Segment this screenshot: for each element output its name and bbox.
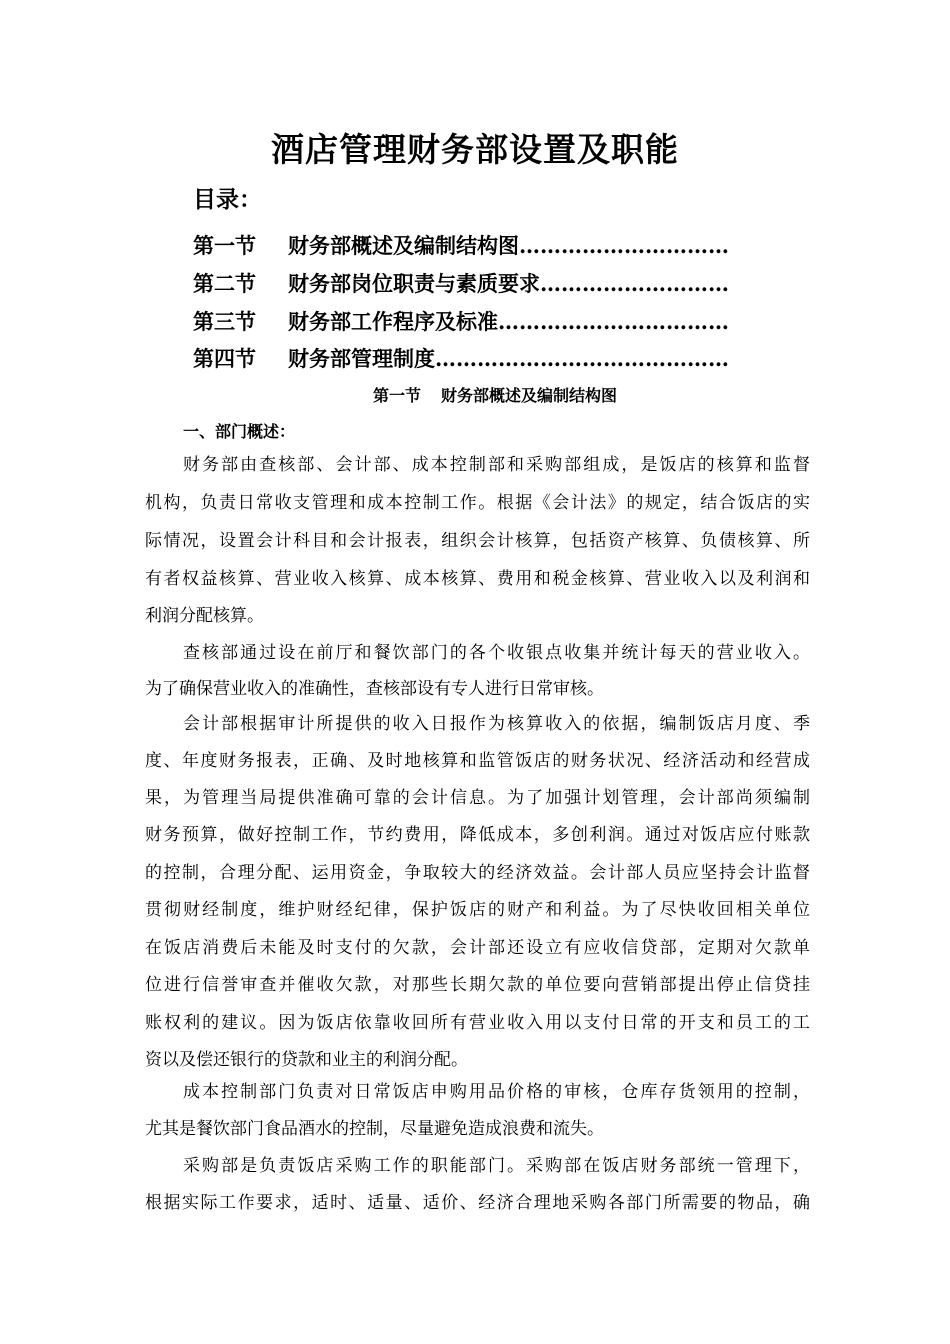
section-number: 第一节: [372, 386, 421, 405]
body-line: 机构，负责日常收支管理和成本控制工作。根据《会计法》的规定，结合饭店的实: [145, 493, 810, 513]
toc-item-4[interactable]: [193, 341, 793, 377]
toc-heading: 目录：: [193, 186, 262, 213]
toc-item-number: 第二节: [193, 271, 256, 296]
body-line: 采购部是负责饭店采购工作的职能部门。采购部在饭店财务部统一管理下，: [183, 1156, 810, 1176]
body-line: 账权利的建议。因为饭店依靠收回所有营业收入用以支付日常的开支和员工的工: [145, 1013, 810, 1033]
body-line: 度、年度财务报表，正确、及时地核算和监管饭店的财务状况、经济活动和经营成: [145, 751, 810, 771]
body-line: 贯彻财经制度，维护财经纪律，保护饭店的财产和利益。为了尽快收回相关单位: [145, 900, 810, 920]
body-line: 为了确保营业收入的准确性，查核部设有专人进行日常审核。: [145, 679, 604, 699]
body-line: 的控制，合理分配、运用资金，争取较大的经济效益。会计部人员应坚持会计监督: [145, 863, 810, 883]
section-heading: [0, 383, 950, 409]
toc-item-number: 第四节: [193, 346, 256, 371]
toc-item-text: 财务部工作程序及标准: [288, 309, 498, 334]
body-line: 位进行信誉审查并催收欠款，对那些长期欠款的单位要向营销部提出停止信贷挂: [145, 975, 810, 995]
body-line: 在饭店消费后未能及时支付的欠款，会计部还设立有应收信贷部，定期对欠款单: [145, 938, 810, 958]
body-line: 成本控制部门负责对日常饭店申购用品价格的审核，仓库存货领用的控制，: [183, 1082, 810, 1102]
body-line: 财务预算，做好控制工作，节约费用，降低成本，多创利润。通过对饭店应付账款: [145, 825, 810, 845]
body-line: 尤其是餐饮部门食品酒水的控制，尽量避免造成浪费和流失。: [145, 1119, 604, 1139]
body-line: 利润分配核算。: [145, 606, 264, 626]
toc-item-3[interactable]: [193, 304, 793, 340]
toc-item-leader: ………………………: [540, 271, 729, 296]
sub-heading: 一、部门概述：: [183, 422, 296, 441]
toc-item-number: 第三节: [193, 309, 256, 334]
toc-item-1[interactable]: [193, 228, 793, 264]
toc-item-number: 第一节: [193, 233, 256, 258]
body-line: 财务部由查核部、会计部、成本控制部和采购部组成，是饭店的核算和监督: [183, 455, 810, 475]
toc-item-leader: ……………………………………: [435, 346, 729, 371]
toc-item-text: 财务部岗位职责与素质要求: [288, 271, 540, 296]
body-line: 查核部通过设在前厅和餐饮部门的各个收银点收集并统计每天的营业收入。: [183, 643, 810, 663]
body-line: 果，为管理当局提供准确可靠的会计信息。为了加强计划管理，会计部尚须编制: [145, 788, 810, 808]
toc-item-leader: …………………………: [519, 233, 729, 258]
toc-item-text: 财务部概述及编制结构图: [288, 233, 519, 258]
body-line: 际情况，设置会计科目和会计报表，组织会计核算，包括资产核算、负债核算、所: [145, 531, 810, 551]
body-line: 资以及偿还银行的贷款和业主的利润分配。: [145, 1050, 468, 1070]
toc-item-leader: ……………………………: [498, 309, 729, 334]
body-line: 会计部根据审计所提供的收入日报作为核算收入的依据，编制饭店月度、季: [183, 714, 810, 734]
toc-item-text: 财务部管理制度: [288, 346, 435, 371]
section-title: 财务部概述及编制结构图: [441, 386, 618, 405]
document-title: 酒店管理财务部设置及职能: [271, 130, 679, 169]
toc-item-2[interactable]: [193, 266, 793, 302]
body-line: 根据实际工作要求，适时、适量、适价、经济合理地采购各部门所需要的物品，确: [145, 1193, 810, 1213]
body-line: 有者权益核算、营业收入核算、成本核算、费用和税金核算、营业收入以及利润和: [145, 569, 810, 589]
